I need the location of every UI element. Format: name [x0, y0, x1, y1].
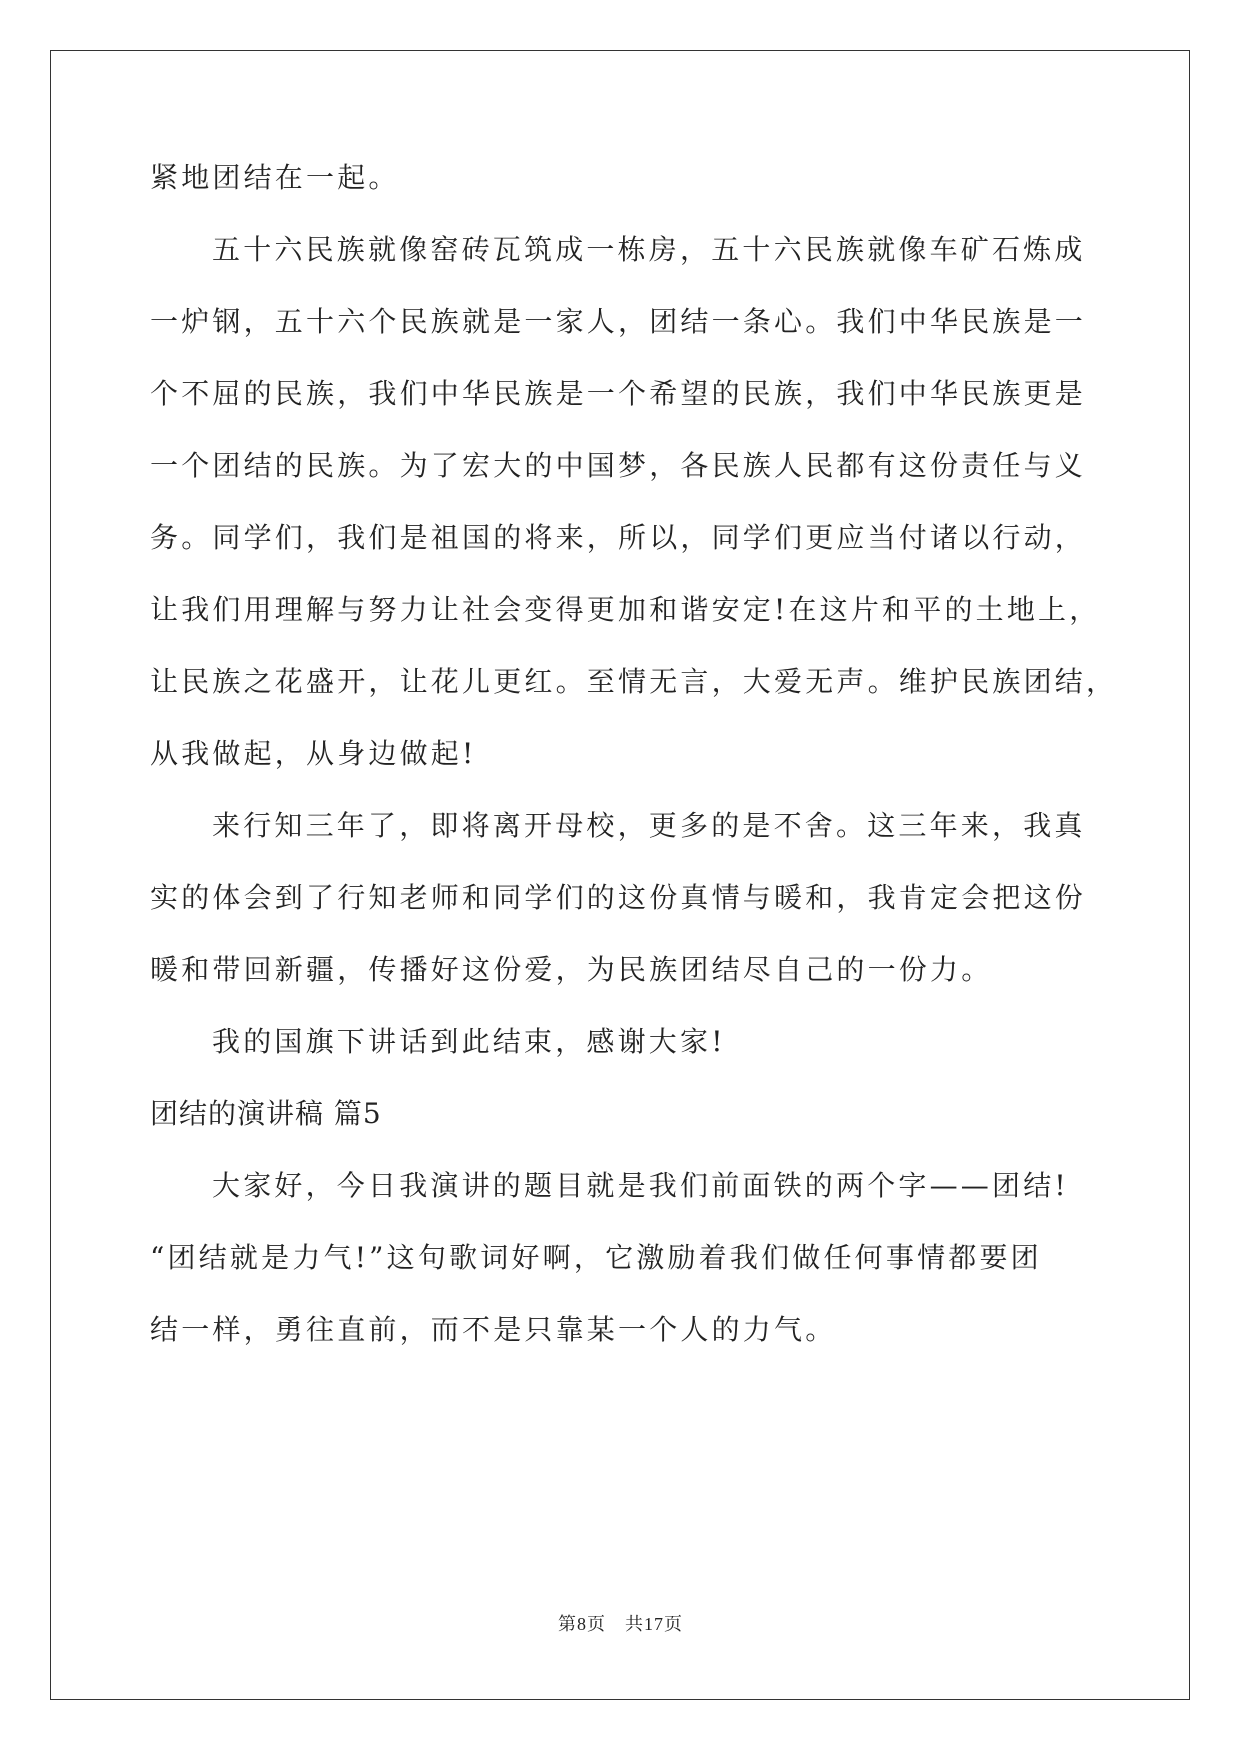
section-heading: 团结的演讲稿 篇5: [150, 1097, 382, 1130]
text-line: 暖和带回新疆，传播好这份爱，为民族团结尽自己的一份力。: [150, 953, 993, 986]
text-line: 五十六民族就像窑砖瓦筑成一栋房，五十六民族就像车矿石炼成: [212, 233, 1086, 266]
text-line: 大家好，今日我演讲的题目就是我们前面铁的两个字——团结!: [212, 1169, 1069, 1202]
text-line: 来行知三年了，即将离开母校，更多的是不舍。这三年来，我真: [212, 809, 1086, 842]
text-line: 我的国旗下讲话到此结束，感谢大家!: [212, 1025, 726, 1058]
text-line: 紧地团结在一起。: [150, 161, 400, 194]
text-line: 一个团结的民族。为了宏大的中国梦，各民族人民都有这份责任与义: [150, 449, 1087, 482]
text-line: “团结就是力气!”这句歌词好啊，它激励着我们做任何事情都要团: [150, 1241, 1042, 1274]
page-border: [50, 50, 1190, 1700]
text-line: 一炉钢，五十六个民族就是一家人，团结一条心。我们中华民族是一: [150, 305, 1087, 338]
text-line: 务。同学们，我们是祖国的将来，所以，同学们更应当付诸以行动，: [150, 521, 1087, 554]
text-line: 从我做起，从身边做起!: [150, 737, 477, 770]
page-number: 第8页 共17页: [558, 1614, 683, 1634]
text-line: 结一样，勇往直前，而不是只靠某一个人的力气。: [150, 1313, 837, 1346]
text-line: 实的体会到了行知老师和同学们的这份真情与暖和，我肯定会把这份: [150, 881, 1087, 914]
text-line: 让民族之花盛开，让花儿更红。至情无言，大爱无声。维护民族团结，: [150, 665, 1118, 698]
text-line: 个不屈的民族，我们中华民族是一个希望的民族，我们中华民族更是: [150, 377, 1087, 410]
text-line: 让我们用理解与努力让社会变得更加和谐安定!在这片和平的土地上，: [150, 593, 1101, 626]
